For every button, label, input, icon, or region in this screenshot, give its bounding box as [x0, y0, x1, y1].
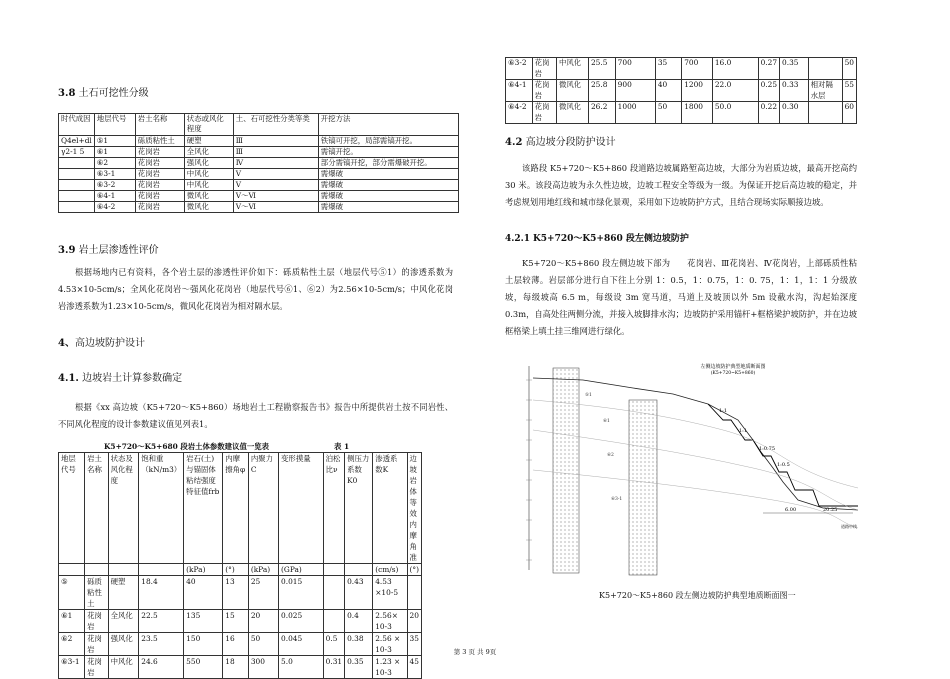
table-cell: 需爆破	[318, 169, 458, 180]
table-cell: 花岗岩	[85, 656, 109, 679]
table-cell: 微风化	[556, 80, 588, 102]
table-row	[506, 102, 857, 124]
table-cell: 花岗岩	[135, 158, 184, 169]
table-cell: 0.27	[758, 58, 779, 80]
table-cell: 25	[248, 576, 278, 610]
parameters-table-continued	[505, 57, 857, 124]
table-cell	[59, 191, 95, 202]
table-row	[59, 169, 459, 180]
table-row	[59, 147, 459, 158]
table-1-caption: K5+720～K5+680 段岩土体参数建议值一览表	[104, 442, 270, 451]
figure-inner-title: 左侧边坡防护典型地质断面图	[700, 364, 766, 370]
table-cell: 60	[842, 102, 856, 124]
table-cell: 45	[407, 656, 421, 679]
table-cell: 1200	[682, 80, 713, 102]
table-cell	[59, 158, 95, 169]
table-cell: 16.0	[712, 58, 758, 80]
slope-section-figure	[523, 360, 863, 586]
table-cell	[808, 102, 842, 124]
table-cell: 相对隔水层	[808, 80, 842, 102]
table-cell: 0.31	[323, 656, 344, 679]
table-cell: 需镐开挖。	[318, 147, 458, 158]
excavation-table	[58, 113, 459, 213]
table-cell: ⑥1	[94, 147, 135, 158]
table-row	[59, 158, 459, 169]
borehole-left	[553, 368, 579, 573]
table-cell: 50.0	[712, 102, 758, 124]
section-4-2-1-heading: 4.2.1 K5+720～K5+860 段左侧边坡防护	[505, 234, 689, 244]
table-cell: Ⅳ	[233, 158, 318, 169]
slope-label-2: 1:1	[739, 428, 748, 434]
table-cell: ⑥4-2	[506, 102, 533, 124]
table-cell: 需爆破	[318, 202, 458, 213]
left-slope-paragraph: K5+720～K5+860 段左侧边坡下部为 花岗岩、Ⅲ花岗岩、Ⅳ花岗岩，上部砾质性粘土层较薄。岩层部分进行自下往上分别 1：0.5，1：0.75，1：0. 75，1：1，1：1 分级放坡，每级坡高 6.5 m，每级设 3m 宽马道，马道上及坡顶以外 5m 设截水沟，沟起始深度 0.3m，自高处往两侧分流，并接入坡脚排水沟；边坡防护采用锚杆+框格梁护坡防护，并在边坡框格梁上填土挂三维网进行绿化。	[505, 258, 857, 336]
table-cell: 135	[184, 610, 223, 633]
table-cell: ⑤	[59, 576, 85, 610]
slope-label-4: 1:0.5	[777, 462, 790, 468]
dimension-1: 6.00	[785, 507, 797, 513]
table-cell: ⑥3-1	[59, 656, 85, 679]
table-cell: 花岗岩	[85, 633, 109, 656]
table-cell: ⑥1	[59, 610, 85, 633]
table-cell: 中风化	[556, 58, 588, 80]
table-cell: ⑥4-2	[94, 202, 135, 213]
table-cell: 18.4	[139, 576, 184, 610]
table-cell: 22.5	[139, 610, 184, 633]
table-1-label: 表 1	[334, 442, 350, 451]
parameters-table	[58, 452, 422, 679]
table-row	[59, 610, 422, 633]
table-cell: 砾质粘性土	[85, 576, 109, 610]
table-cell: 18	[223, 656, 249, 679]
table-cell	[323, 610, 344, 633]
slope-label-1: 1:1	[719, 408, 728, 414]
table-cell: 15	[223, 610, 249, 633]
table-cell: 24.6	[139, 656, 184, 679]
borehole-middle	[629, 400, 657, 575]
table-cell: 中风化	[184, 169, 233, 180]
table-header-row: 时代成因 地层代号 岩土名称 状态或风化程度 土、石可挖性分类等类 开挖方法	[59, 114, 459, 136]
table-cell: 0.38	[345, 633, 373, 656]
table-cell: 20	[248, 610, 278, 633]
table-row	[59, 180, 459, 191]
table-cell: 23.5	[139, 633, 184, 656]
table-cell: 0.30	[780, 102, 809, 124]
table-cell: 微风化	[184, 191, 233, 202]
table-cell	[59, 202, 95, 213]
table-cell: ⑥3-1	[94, 169, 135, 180]
table-cell: 0.4	[345, 610, 373, 633]
table-cell: 0.25	[758, 80, 779, 102]
table-cell: 40	[655, 80, 681, 102]
table-cell: 0.33	[780, 80, 809, 102]
table-cell: 花岗岩	[135, 191, 184, 202]
table-cell: 25.5	[588, 58, 615, 80]
table-cell: 花岗岩	[135, 169, 184, 180]
table-cell: 4.53 ×10-5	[373, 576, 407, 610]
table-cell: 花岗岩	[135, 180, 184, 191]
table-cell: 微风化	[184, 202, 233, 213]
table-cell: Q4el+dl	[59, 136, 95, 147]
table-row	[506, 80, 857, 102]
table-cell: 0.35	[345, 656, 373, 679]
table-cell: Ⅴ～Ⅵ	[233, 191, 318, 202]
table-cell: 2.56× 10-3	[373, 610, 407, 633]
table-cell: 0.5	[323, 633, 344, 656]
table-cell: 0.22	[758, 102, 779, 124]
table-row	[59, 202, 459, 213]
table-cell: ⑥4-1	[94, 191, 135, 202]
table-cell: Ⅴ	[233, 169, 318, 180]
table-cell: 0.43	[345, 576, 373, 610]
table-cell: 25.8	[588, 80, 615, 102]
table-cell: 50	[842, 58, 856, 80]
table-cell: 26.2	[588, 102, 615, 124]
parameters-paragraph: 根据《xx 高边坡（K5+720～K5+860）场地岩土工程勘察报告书》报告中所提供岩土按不同岩性、不同风化程度的设计参数建议值见列表1。	[58, 402, 453, 429]
table-row	[506, 58, 857, 80]
table-cell: 1000	[615, 102, 655, 124]
slope-label-3: 1:0.75	[759, 446, 775, 452]
layer-label-4: ⑥3-1	[611, 497, 623, 502]
table-cell: 硬塑	[108, 576, 139, 610]
layer-label-1: ⑤1	[585, 393, 592, 398]
table-cell: 700	[682, 58, 713, 80]
section-3-8-heading: 3.8 土石可挖性分级	[58, 88, 149, 99]
table-cell: 1800	[682, 102, 713, 124]
table-cell: 0.025	[279, 610, 324, 633]
table-cell: 40	[184, 576, 223, 610]
page-footer: 第 3 页 共 9页	[453, 648, 497, 656]
table-cell: 16	[223, 633, 249, 656]
table-cell: 花岗岩	[532, 80, 556, 102]
table-cell: 需爆破	[318, 180, 458, 191]
figure-caption: K5+720～K5+860 段左侧边坡防护典型地质断面图一	[599, 591, 796, 600]
table-cell: 50	[655, 102, 681, 124]
section-4-1-heading: 4.1. 边坡岩土计算参数确定	[58, 373, 183, 384]
slope-design-paragraph: 该路段 K5+720～K5+860 段道路边坡属路堑高边坡，大部分为岩质边坡，最高开挖高约 30 米。该段高边坡为永久性边坡，边坡工程安全等级为一级。为保证开挖后高边坡的稳定，并考虑规划用地红线和城市绿化景观，采用如下边坡防护方式，且结合现场实际顺接边坡。	[505, 163, 857, 207]
table-cell: 硬塑	[184, 136, 233, 147]
table-cell: 需爆破	[318, 191, 458, 202]
table-cell: 900	[615, 80, 655, 102]
section-4-heading: 4、高边坡防护设计	[58, 338, 145, 349]
permeability-paragraph: 根据场地内已有资料，各个岩土层的渗透性评价如下：砾质粘性土层（地层代号⑤1）的渗透系数为4.53×10-5cm/s；全风化花岗岩～强风化花岗岩（地层代号⑥1、⑥2）为2.56×10-5cm/s；中风化花岗岩渗透系数为1.23×10-5cm/s，微风化花岗岩为相对隔水层。	[58, 267, 453, 311]
table-cell: Ⅲ	[233, 147, 318, 158]
table-row	[59, 576, 422, 610]
table-row	[59, 191, 459, 202]
table-cell: 150	[184, 633, 223, 656]
table-units-row: (kPa) (°) (kPa) (GPa) (cm/s) (°)	[59, 564, 422, 576]
table-cell: 20	[407, 610, 421, 633]
table-cell: 花岗岩	[532, 58, 556, 80]
table-cell: 花岗岩	[85, 610, 109, 633]
table-cell	[407, 576, 421, 610]
table-cell: 35	[655, 58, 681, 80]
dimension-2: 20.25	[823, 507, 838, 513]
table-cell: γ2-1 5	[59, 147, 95, 158]
table-row	[59, 136, 459, 147]
table-cell: ⑥4-1	[506, 80, 533, 102]
road-centerline-label: 道路中线	[841, 524, 857, 529]
table-cell: ⑤1	[94, 136, 135, 147]
table-cell	[59, 180, 95, 191]
table-cell: 13	[223, 576, 249, 610]
table-cell: 全风化	[184, 147, 233, 158]
table-cell: 1.23 × 10-3	[373, 656, 407, 679]
table-cell: 花岗岩	[532, 102, 556, 124]
table-cell	[808, 58, 842, 80]
layer-label-3: ⑥2	[607, 453, 614, 458]
table-cell: 全风化	[108, 610, 139, 633]
table-cell: 22.0	[712, 80, 758, 102]
table-cell: 550	[184, 656, 223, 679]
table-cell: 2.56 × 10-3	[373, 633, 407, 656]
table-cell: 强风化	[108, 633, 139, 656]
table-cell: 35	[407, 633, 421, 656]
section-4-2-heading: 4.2 高边坡分段防护设计	[505, 137, 616, 148]
table-cell: ⑥2	[94, 158, 135, 169]
table-cell: 中风化	[184, 180, 233, 191]
table-cell: ⑥2	[59, 633, 85, 656]
table-cell: 铁镐可开挖，局部需镐开挖。	[318, 136, 458, 147]
table-cell: 5.0	[279, 656, 324, 679]
table-cell: Ⅴ～Ⅵ	[233, 202, 318, 213]
table-cell: 花岗岩	[135, 147, 184, 158]
table-header-row: 地层代号 岩土名称 状态及风化程度 饱和重（kN/m3） 岩石(土)与锚固体粘结强度特征值frb 内摩擦角φ 内聚力C 变形摸量 泊松比ν 侧压力系数K0 渗透系数K 边坡岩体等效内摩角准	[59, 453, 422, 564]
table-cell: 700	[615, 58, 655, 80]
table-cell: ⑥3-2	[94, 180, 135, 191]
table-cell: 0.35	[780, 58, 809, 80]
table-cell: 砾质粘性土	[135, 136, 184, 147]
table-cell	[59, 169, 95, 180]
table-cell: 花岗岩	[135, 202, 184, 213]
table-cell: 300	[248, 656, 278, 679]
table-cell: 强风化	[184, 158, 233, 169]
table-cell: Ⅲ	[233, 136, 318, 147]
table-cell: 微风化	[556, 102, 588, 124]
table-cell: 50	[248, 633, 278, 656]
table-cell: 0.015	[279, 576, 324, 610]
layer-label-2: ⑥1	[603, 419, 610, 424]
table-cell	[323, 576, 344, 610]
table-cell: Ⅴ	[233, 180, 318, 191]
table-cell: 0.045	[279, 633, 324, 656]
figure-inner-subtitle: (K5+720~K5+860)	[710, 371, 756, 376]
table-row	[59, 656, 422, 679]
table-cell: 55	[842, 80, 856, 102]
table-cell: ⑥3-2	[506, 58, 533, 80]
table-cell: 中风化	[108, 656, 139, 679]
table-cell: 部分需镐开挖，部分需爆破开挖。	[318, 158, 458, 169]
section-3-9-heading: 3.9 岩土层渗透性评价	[58, 245, 159, 256]
